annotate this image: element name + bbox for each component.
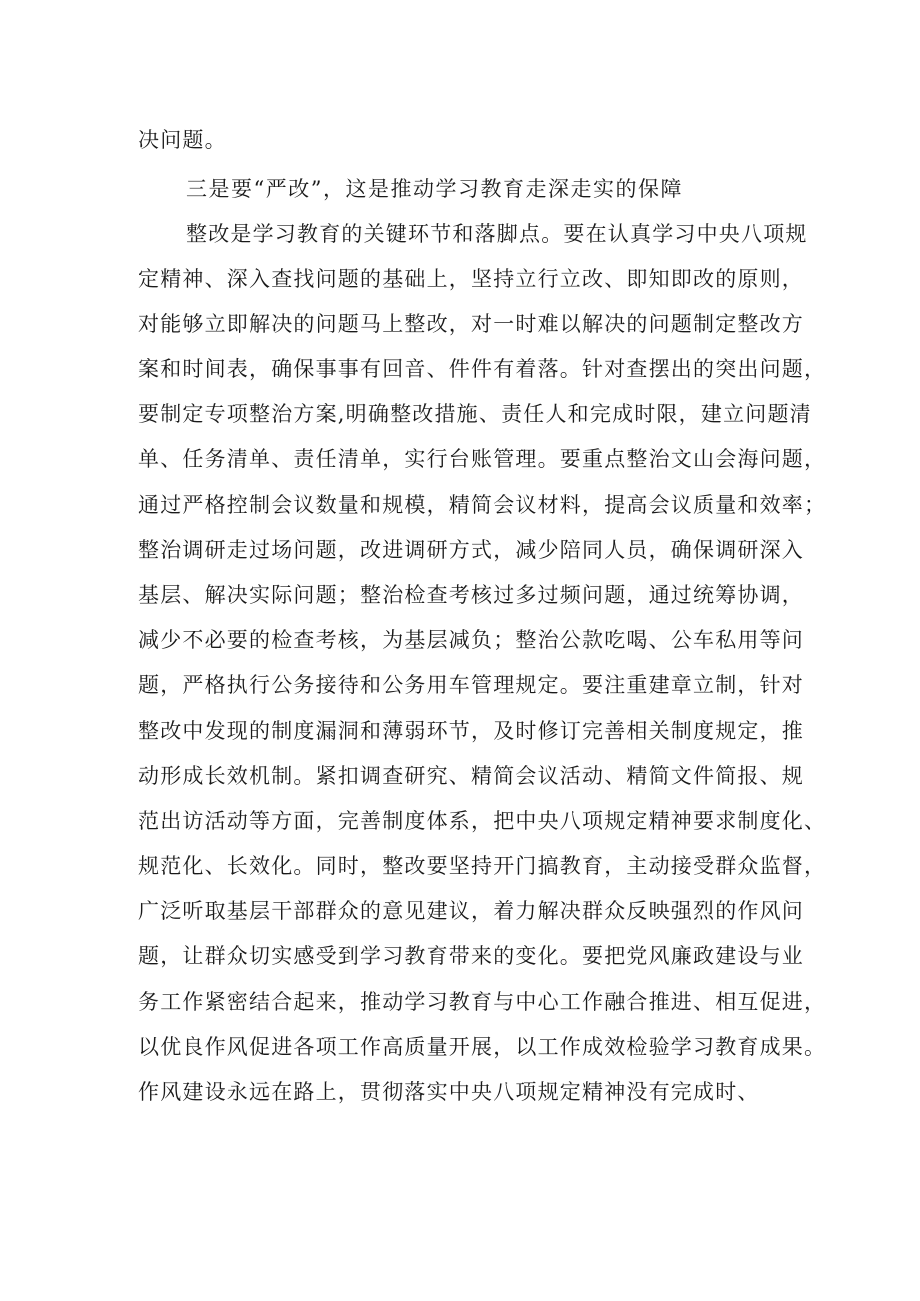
paragraph-line: 务工作紧密结合起来，推动学习教育与中心工作融合推进、相互促进， <box>138 990 827 1014</box>
paragraph-line: 规范化、长效化。同时，整改要坚持开门搞教育，主动接受群众监督， <box>138 854 827 878</box>
paragraph-line: 整改是学习教育的关键环节和落脚点。要在认真学习中央八项规 <box>186 222 808 246</box>
paragraph-line: 广泛听取基层干部群众的意见建议，着力解决群众反映强烈的作风问 <box>138 899 804 923</box>
paragraph-line: 题，严格执行公务接待和公务用车管理规定。要注重建章立制，针对 <box>138 673 804 697</box>
paragraph-line: 通过严格控制会议数量和规模，精简会议材料，提高会议质量和效率； <box>138 493 827 517</box>
paragraph-line: 要制定专项整治方案,明确整改措施、责任人和完成时限，建立问题清 <box>138 402 812 426</box>
paragraph-line: 定精神、深入查找问题的基础上，坚持立行立改、即知即改的原则， <box>138 267 804 291</box>
paragraph-line: 基层、解决实际问题；整治检查考核过多过频问题，通过统筹协调， <box>138 583 804 607</box>
paragraph-line: 题，让群众切实感受到学习教育带来的变化。要把党风廉政建设与业 <box>138 944 804 968</box>
paragraph-continuation-line: 决问题。 <box>138 128 227 152</box>
section-heading: 三是要“严改”，这是推动学习教育走深走实的保障 <box>186 177 683 201</box>
paragraph-line: 对能够立即解决的问题马上整改，对一时难以解决的问题制定整改方 <box>138 312 804 336</box>
paragraph-line: 单、任务清单、责任清单，实行台账管理。要重点整治文山会海问题， <box>138 447 827 471</box>
paragraph-line: 整治调研走过场问题，改进调研方式，减少陪同人员，确保调研深入 <box>138 538 804 562</box>
paragraph-line: 整改中发现的制度漏洞和薄弱环节，及时修订完善相关制度规定，推 <box>138 719 804 743</box>
paragraph-line: 减少不必要的检查考核，为基层减负；整治公款吃喝、公车私用等问 <box>138 628 804 652</box>
paragraph-line: 范出访活动等方面，完善制度体系，把中央八项规定精神要求制度化、 <box>138 809 827 833</box>
paragraph-line: 案和时间表，确保事事有回音、件件有着落。针对查摆出的突出问题， <box>138 357 827 381</box>
paragraph-line: 作风建设永远在路上，贯彻落实中央八项规定精神没有完成时、 <box>138 1080 760 1104</box>
paragraph-line: 动形成长效机制。紧扣调查研究、精简会议活动、精简文件简报、规 <box>138 764 804 788</box>
paragraph-line: 以优良作风促进各项工作高质量开展，以工作成效检验学习教育成果。 <box>138 1035 827 1059</box>
